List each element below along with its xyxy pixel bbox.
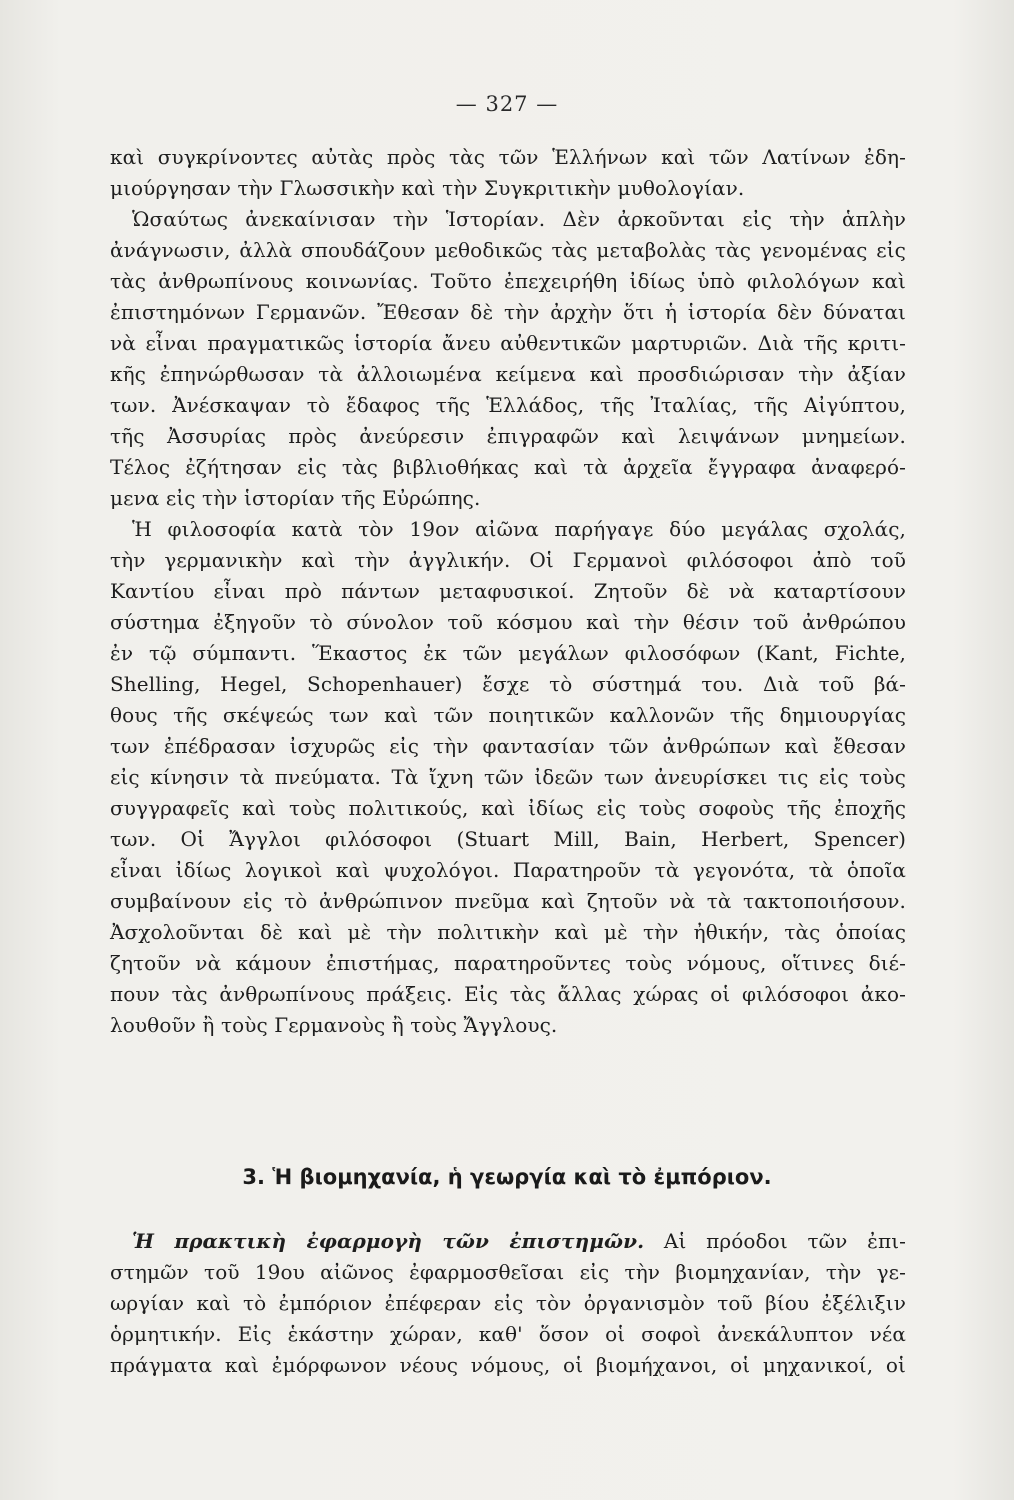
text-line: ἐπιστημόνων Γερμανῶν. Ἔθεσαν δὲ τὴν ἀρχὴν ὅτι ἡ ἱστορία δὲν δύναται [110,300,906,324]
run-in-heading: Ἡ πρακτικὴ ἐφαρμογὴ τῶν ἐπιστημῶν. [132,1229,645,1253]
text-line: εἶναι ἰδίως λογικοὶ καὶ ψυχολόγοι. Παρατηροῦν τὰ γεγονότα, τὰ ὁποῖα [110,858,906,882]
text-line: θους τῆς σκέψεώς των καὶ τῶν ποιητικῶν καλλονῶν τῆς δημιουργίας [110,703,906,727]
text-line: Ἡ φιλοσοφία κατὰ τὸν 19ον αἰῶνα παρήγαγε δύο μεγάλας σχολάς, [132,517,906,541]
text-line: Τέλος ἐζήτησαν εἰς τὰς βιβλιοθήκας καὶ τὰ ἀρχεῖα ἔγγραφα ἀναφερό- [110,455,906,479]
text-line: ἀνάγνωσιν, ἀλλὰ σπουδάζουν μεθοδικῶς τὰς μεταβολὰς τὰς γενομένας εἰς [110,238,906,262]
page-number: — 327 — [455,92,559,116]
section-heading: 3. Ἡ βιομηχανία, ἡ γεωργία καὶ τὸ ἐμπόριον. [242,1165,772,1189]
text-line: τὰς ἀνθρωπίνους κοινωνίας. Τοῦτο ἐπεχειρήθη ἰδίως ὑπὸ φιλολόγων καὶ [110,269,906,293]
text-line: πουν τὰς ἀνθρωπίνους πράξεις. Εἰς τὰς ἄλλας χώρας οἱ φιλόσοφοι ἀκο- [110,982,906,1006]
text-line: των ἐπέδρασαν ἰσχυρῶς εἰς τὴν φαντασίαν τῶν ἀνθρώπων καὶ ἔθεσαν [110,734,906,758]
text-line: συμβαίνουν εἰς τὸ ἀνθρώπινον πνεῦμα καὶ ζητοῦν νὰ τὰ τακτοποιήσουν. [110,889,906,913]
text-line: Καντίου εἶναι πρὸ πάντων μεταφυσικοί. Ζητοῦν δὲ νὰ καταρτίσουν [110,579,906,603]
text-line: Ἀσχολοῦνται δὲ καὶ μὲ τὴν πολιτικὴν καὶ μὲ τὴν ἠθικήν, τὰς ὁποίας [110,920,906,944]
text-line: Ὡσαύτως ἀνεκαίνισαν τὴν Ἱστορίαν. Δὲν ἀρκοῦνται εἰς τὴν ἁπλὴν [132,207,906,231]
text-line: σύστημα ἐξηγοῦν τὸ σύνολον τοῦ κόσμου καὶ τὴν θέσιν τοῦ ἀνθρώπου [110,610,906,634]
text-line: ἐν τῷ σύμπαντι. Ἕκαστος ἐκ τῶν μεγάλων φιλοσόφων (Kant, Fichte, [110,641,906,665]
text-line: ὁρμητικήν. Εἰς ἑκάστην χώραν, καθ' ὅσον οἱ σοφοὶ ἀνεκάλυπτον νέα [110,1322,906,1346]
text-line: στημῶν τοῦ 19ου αἰῶνος ἐφαρμοσθεῖσαι εἰς τὴν βιομηχανίαν, τὴν γε- [110,1260,906,1284]
text-line: καὶ συγκρίνοντες αὐτὰς πρὸς τὰς τῶν Ἑλλήνων καὶ τῶν Λατίνων ἐδη- [110,145,906,169]
text-line: μενα εἰς τὴν ἱστορίαν τῆς Εὐρώπης. [110,486,481,510]
text-line [110,1226,906,1257]
text-line: κῆς ἐπηνώρθωσαν τὰ ἀλλοιωμένα κείμενα καὶ προσδιώρισαν τὴν ἀξίαν [110,362,906,386]
text-line: τῆς Ἀσσυρίας πρὸς ἀνεύρεσιν ἐπιγραφῶν καὶ λειψάνων μνημείων. [110,424,906,448]
main-text [110,142,906,1041]
section-text [110,1226,906,1381]
text-line: των. Ἀνέσκαψαν τὸ ἔδαφος τῆς Ἑλλάδος, τῆς Ἰταλίας, τῆς Αἰγύπτου, [110,393,906,417]
text-line: συγγραφεῖς καὶ τοὺς πολιτικούς, καὶ ἰδίως εἰς τοὺς σοφοὺς τῆς ἐποχῆς [110,796,906,820]
text-line: τὴν γερμανικὴν καὶ τὴν ἀγγλικήν. Οἱ Γερμανοὶ φιλόσοφοι ἀπὸ τοῦ [110,548,906,572]
text-line: ζητοῦν νὰ κάμουν ἐπιστήμας, παρατηροῦντες τοὺς νόμους, οἵτινες διέ- [110,951,906,975]
text-line: των. Οἱ Ἄγγλοι φιλόσοφοι (Stuart Mill, Bain, Herbert, Spencer) [110,827,906,851]
text-line: λουθοῦν ἢ τοὺς Γερμανοὺς ἢ τοὺς Ἄγγλους. [110,1013,558,1037]
text-line: πράγματα καὶ ἐμόρφωνον νέους νόμους, οἱ βιομήχανοι, οἱ μηχανικοί, οἱ [110,1353,906,1377]
text-line: ωργίαν καὶ τὸ ἐμπόριον ἐπέφεραν εἰς τὸν ὀργανισμὸν τοῦ βίου ἐξέλιξιν [110,1291,906,1315]
text-line: εἰς κίνησιν τὰ πνεύματα. Τὰ ἴχνη τῶν ἰδεῶν των ἀνευρίσκει τις εἰς τοὺς [110,765,906,789]
text-line: Shelling, Hegel, Schopenhauer) ἔσχε τὸ σύστημά του. Διὰ τοῦ βά- [110,672,906,696]
text-fragment: Αἱ πρόοδοι τῶν ἐπι- [644,1229,906,1253]
text-line: μιούργησαν τὴν Γλωσσικὴν καὶ τὴν Συγκριτικὴν μυθολογίαν. [110,176,745,200]
text-line: νὰ εἶναι πραγματικῶς ἱστορία ἄνευ αὐθεντικῶν μαρτυριῶν. Διὰ τῆς κριτι- [110,331,906,355]
